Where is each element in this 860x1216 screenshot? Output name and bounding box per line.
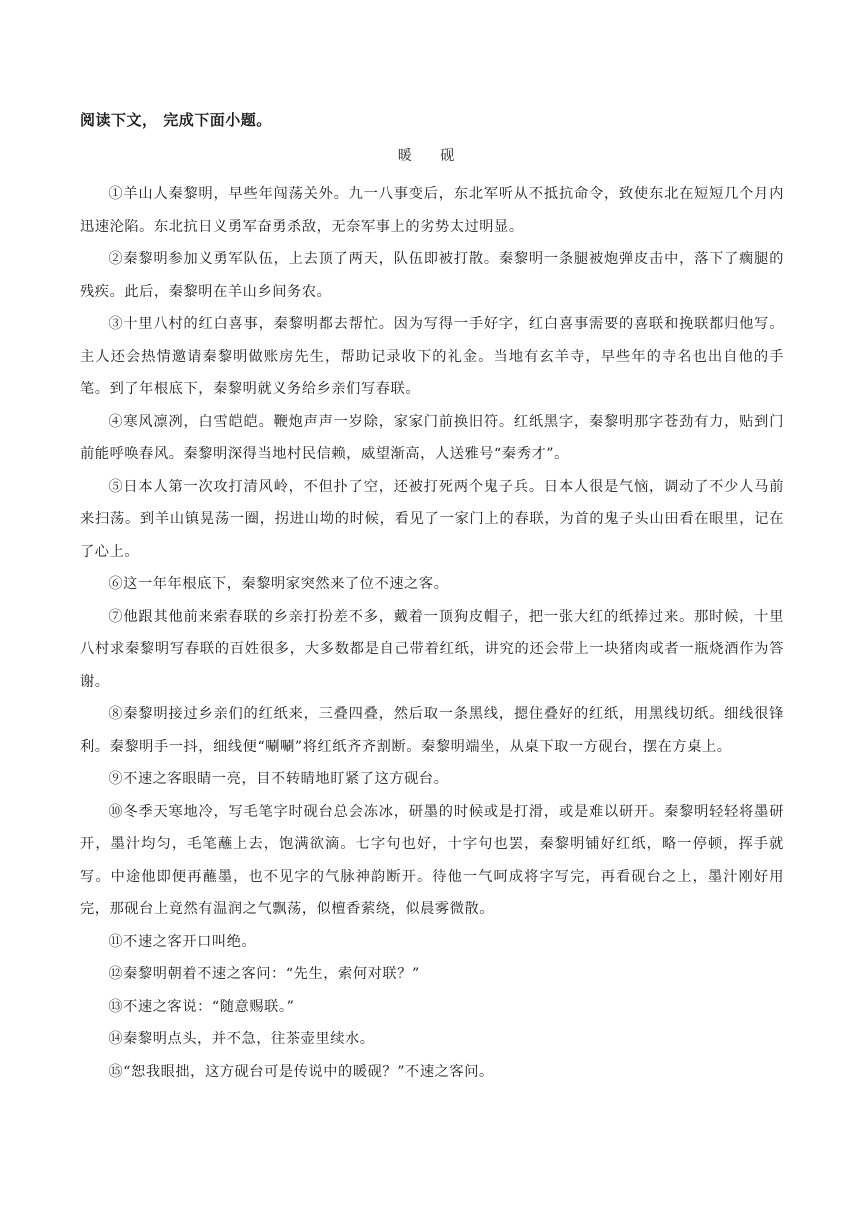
paragraph-3: ③十里八村的红白喜事，秦黎明都去帮忙。因为写得一手好字，红白喜事需要的喜联和挽联都归他写。主人还会热情邀请秦黎明做账房先生，帮助记录收下的礼金。当地有玄羊寺，早些年的寺名也出自他的手笔。到了年根底下，秦黎明就义务给乡亲们写春联。 bbox=[80, 316, 784, 397]
paragraph-13: ⑬不速之客说：“随意赐联。” bbox=[108, 998, 295, 1015]
paragraph-4: ④寒风凛冽，白雪皑皑。鞭炮声声一岁除，家家门前换旧符。红纸黑字，秦黎明那字苍劲有力，贴到门前能呼唤春风。秦黎明深得当地村民信赖，威望渐高，人送雅号“秦秀才”。 bbox=[80, 413, 784, 462]
paragraph-8: ⑧秦黎明接过乡亲们的红纸来，三叠四叠，然后取一条黑线，摁住叠好的红纸，用黑线切纸。细线很锋利。秦黎明手一抖，细线便“唰唰”将红纸齐齐割断。秦黎明端坐，从桌下取一方砚台，摆在方桌上。 bbox=[80, 706, 784, 755]
document-page bbox=[80, 108, 784, 1088]
reading-instruction: 阅读下文， 完成下面小题。 bbox=[80, 111, 272, 129]
paragraph-14: ⑭秦黎明点头，并不急，往茶壶里续水。 bbox=[108, 1031, 375, 1047]
paragraph-7: ⑦他跟其他前来索春联的乡亲打扮差不多，戴着一顶狗皮帽子，把一张大红的纸捧过来。那时候，十里八村求秦黎明写春联的百姓很多，大多数都是自己带着红纸，讲究的还会带上一块猪肉或者一瓶烧酒作为答谢。 bbox=[80, 608, 784, 690]
paragraph-2: ②秦黎明参加义勇军队伍，上去顶了两天，队伍即被打散。秦黎明一条腿被炮弹皮击中，落下了瘸腿的残疾。此后，秦黎明在羊山乡间务农。 bbox=[80, 251, 784, 300]
paragraph-1: ①羊山人秦黎明，早些年闯荡关外。九一八事变后，东北军听从不抵抗命令，致使东北在短短几个月内迅速沦陷。东北抗日义勇军奋勇杀敌，无奈军事上的劣势太过明显。 bbox=[80, 186, 784, 235]
paragraph-9: ⑨不速之客眼睛一亮，目不转睛地盯紧了这方砚台。 bbox=[108, 771, 449, 787]
paragraph-15: ⑮“恕我眼拙，这方砚台可是传说中的暖砚？”不速之客问。 bbox=[108, 1063, 494, 1080]
paragraph-11: ⑪不速之客开口叫绝。 bbox=[108, 933, 257, 950]
paragraph-10: ⑩冬季天寒地冷，写毛笔字时砚台总会冻冰，研墨的时候或是打滑，或是难以研开。秦黎明轻轻将墨研开，墨汁均匀，毛笔蘸上去，饱满欲滴。七字句也好，十字句也罢，秦黎明铺好红纸，略一停顿，挥手就写。中途他即便再蘸墨，也不见字的气脉神韵断开。待他一气呵成将字写完，再看砚台之上，墨汁刚好用完，那砚台上竟然有温润之气飘荡，似檀香萦绕，似晨雾微散。 bbox=[80, 803, 784, 917]
article-title: 暖 砚 bbox=[397, 148, 467, 164]
paragraph-5: ⑤日本人第一次攻打清风岭，不但扑了空，还被打死两个鬼子兵。日本人很是气恼，调动了不少人马前来扫荡。到羊山镇晃荡一圈，拐进山坳的时候，看见了一家门上的春联，为首的鬼子头山田看在眼里，记在了心上。 bbox=[80, 478, 784, 560]
paragraph-6: ⑥这一年年根底下，秦黎明家突然来了位不速之客。 bbox=[108, 576, 449, 592]
article-body bbox=[80, 178, 784, 1088]
paragraph-12: ⑫秦黎明朝着不速之客问：“先生，索何对联？” bbox=[108, 966, 420, 982]
